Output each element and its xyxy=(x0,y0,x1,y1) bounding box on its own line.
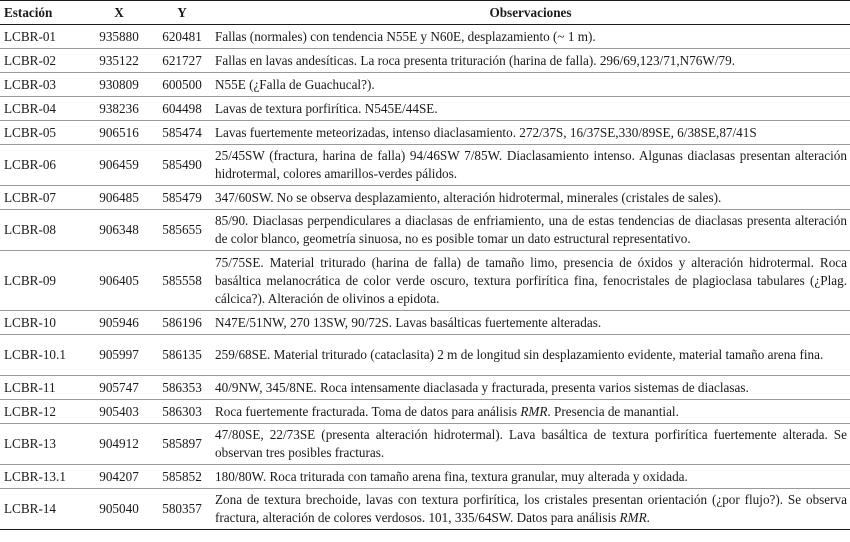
cell-x: 935880 xyxy=(85,25,153,49)
cell-observaciones: Lavas de textura porfirítica. N545E/44SE. xyxy=(211,97,850,121)
cell-observaciones: 25/45SW (fractura, harina de falla) 94/46SW 7/85W. Diaclasamiento intenso. Algunas diaclasas presentan alteración hidrotermal, colores amarillos-verdes pálidos. xyxy=(211,145,850,186)
cell-estacion: LCBR-05 xyxy=(0,121,85,145)
obs-rmr: RMR xyxy=(619,510,647,525)
cell-estacion: LCBR-08 xyxy=(0,210,85,251)
cell-y: 586196 xyxy=(153,311,211,335)
cell-observaciones: 259/68SE. Material triturado (cataclasita) 2 m de longitud sin desplazamiento evidente, material tamaño arena fina. xyxy=(211,335,850,376)
cell-y: 585558 xyxy=(153,251,211,311)
obs-text-end: . xyxy=(646,510,650,525)
cell-y: 585490 xyxy=(153,145,211,186)
cell-observaciones: 47/80SE, 22/73SE (presenta alteración hidrotermal). Lava basáltica de textura porfirítica fuertemente alterada. Se observan tres posibles fracturas. xyxy=(211,424,850,465)
cell-estacion: LCBR-11 xyxy=(0,376,85,400)
table-row xyxy=(0,49,850,73)
table-row xyxy=(0,489,850,530)
cell-observaciones: Fallas en lavas andesíticas. La roca presenta trituración (harina de falla). 296/69,123/71,N76W/79. xyxy=(211,49,850,73)
table-row xyxy=(0,25,850,49)
obs-text: Roca fuertemente fracturada. Toma de datos para análisis xyxy=(215,403,521,419)
cell-estacion: LCBR-10 xyxy=(0,311,85,335)
cell-y: 586135 xyxy=(153,335,211,376)
cell-estacion: LCBR-13.1 xyxy=(0,465,85,489)
table-row xyxy=(0,145,850,186)
cell-observaciones: Lavas fuertemente meteorizadas, intenso diaclasamiento. 272/37S, 16/37SE,330/89SE, 6/38SE,87/41S xyxy=(211,121,850,145)
cell-observaciones: N47E/51NW, 270 13SW, 90/72S. Lavas basálticas fuertemente alteradas. xyxy=(211,311,850,335)
cell-estacion: LCBR-14 xyxy=(0,489,85,530)
cell-estacion: LCBR-06 xyxy=(0,145,85,186)
obs-text: Zona de textura brechoide, lavas con textura porfirítica, los cristales presentan orientación (¿por flujo?). Se observa fractura, alteración de colores verdosos. 101, 335/64SW. Datos para análisis xyxy=(215,492,847,525)
table-row xyxy=(0,73,850,97)
cell-estacion: LCBR-12 xyxy=(0,400,85,424)
table-row xyxy=(0,311,850,335)
table-row xyxy=(0,376,850,400)
cell-x: 906516 xyxy=(85,121,153,145)
table-row xyxy=(0,121,850,145)
cell-y: 580357 xyxy=(153,489,211,530)
cell-x: 905040 xyxy=(85,489,153,530)
cell-y: 585852 xyxy=(153,465,211,489)
table-row xyxy=(0,335,850,376)
cell-observaciones: 180/80W. Roca triturada con tamaño arena fina, textura granular, muy alterada y oxidada. xyxy=(211,465,850,489)
cell-x: 904912 xyxy=(85,424,153,465)
header-x: X xyxy=(85,1,153,25)
obs-text-end: . Presencia de manantial. xyxy=(547,403,679,419)
cell-y: 621727 xyxy=(153,49,211,73)
table-row xyxy=(0,424,850,465)
cell-observaciones xyxy=(211,489,850,530)
cell-y: 620481 xyxy=(153,25,211,49)
table-row xyxy=(0,210,850,251)
cell-y: 604498 xyxy=(153,97,211,121)
cell-x: 930809 xyxy=(85,73,153,97)
table-row xyxy=(0,97,850,121)
cell-y: 586303 xyxy=(153,400,211,424)
cell-y: 585474 xyxy=(153,121,211,145)
table-row xyxy=(0,465,850,489)
cell-estacion: LCBR-03 xyxy=(0,73,85,97)
cell-y: 585479 xyxy=(153,186,211,210)
cell-estacion: LCBR-10.1 xyxy=(0,335,85,376)
cell-x: 904207 xyxy=(85,465,153,489)
cell-x: 905997 xyxy=(85,335,153,376)
cell-x: 935122 xyxy=(85,49,153,73)
cell-observaciones xyxy=(211,400,850,424)
cell-estacion: LCBR-02 xyxy=(0,49,85,73)
cell-estacion: LCBR-04 xyxy=(0,97,85,121)
cell-y: 586353 xyxy=(153,376,211,400)
cell-x: 906485 xyxy=(85,186,153,210)
cell-estacion: LCBR-13 xyxy=(0,424,85,465)
cell-observaciones: N55E (¿Falla de Guachucal?). xyxy=(211,73,850,97)
cell-y: 600500 xyxy=(153,73,211,97)
table-row xyxy=(0,251,850,311)
table-row xyxy=(0,186,850,210)
header-estacion: Estación xyxy=(0,1,85,25)
cell-estacion: LCBR-01 xyxy=(0,25,85,49)
table-row xyxy=(0,400,850,424)
cell-observaciones: Fallas (normales) con tendencia N55E y N60E, desplazamiento (~ 1 m). xyxy=(211,25,850,49)
cell-estacion: LCBR-09 xyxy=(0,251,85,311)
obs-rmr: RMR xyxy=(520,403,548,419)
cell-estacion: LCBR-07 xyxy=(0,186,85,210)
cell-x: 938236 xyxy=(85,97,153,121)
cell-y: 585655 xyxy=(153,210,211,251)
cell-x: 905747 xyxy=(85,376,153,400)
cell-x: 906348 xyxy=(85,210,153,251)
cell-x: 905403 xyxy=(85,400,153,424)
header-y: Y xyxy=(153,1,211,25)
cell-x: 906459 xyxy=(85,145,153,186)
cell-observaciones: 347/60SW. No se observa desplazamiento, alteración hidrotermal, minerales (cristales de sales). xyxy=(211,186,850,210)
cell-observaciones: 40/9NW, 345/8NE. Roca intensamente diaclasada y fracturada, presenta varios sistemas de diaclasas. xyxy=(211,376,850,400)
cell-observaciones: 85/90. Diaclasas perpendiculares a diaclasas de enfriamiento, una de estas tendencias de diaclasas presenta alteración de color blanco, geometría sinuosa, no es posible tomar un dato estructural representativo. xyxy=(211,210,850,251)
cell-observaciones: 75/75SE. Material triturado (harina de falla) de tamaño limo, presencia de óxidos y alteración hidrotermal. Roca basáltica melanocrática de color verde oscuro, textura porfirítica fina, fenocristales de plagioclasa tabulares (¿Plag. cálcica?). Alteración de olivinos a epidota. xyxy=(211,251,850,311)
cell-y: 585897 xyxy=(153,424,211,465)
cell-x: 906405 xyxy=(85,251,153,311)
cell-x: 905946 xyxy=(85,311,153,335)
table-header-row xyxy=(0,1,850,25)
header-observaciones: Observaciones xyxy=(211,1,850,25)
